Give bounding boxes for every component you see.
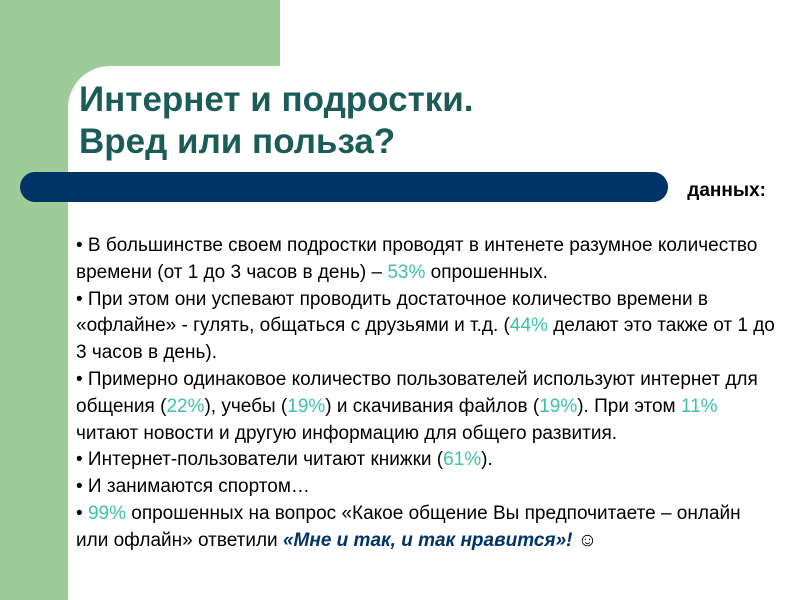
percentage-value: 61% <box>443 449 482 471</box>
title-line-1: Интернет и подростки. <box>79 80 474 119</box>
percentage-value: 44% <box>509 315 548 337</box>
percentage-value: 99% <box>87 502 126 524</box>
bullet-text: ). При этом <box>577 395 681 417</box>
bullet-text: опрошенных. <box>425 261 548 283</box>
title-line-2: Вред или польза? <box>79 122 396 161</box>
title-divider-bar <box>20 172 668 202</box>
bullet-list <box>76 233 776 555</box>
bullet-text: ), учебы ( <box>204 395 288 417</box>
slide-title <box>79 79 473 163</box>
bullet-item <box>76 474 776 501</box>
bullet-text: ) и скачивания файлов ( <box>325 395 540 417</box>
bullet-item <box>76 501 776 555</box>
bullet-text: опрошенных на вопрос «Какое общение Вы предпочитаете – онлайн или офлайн» ответили <box>76 502 741 551</box>
percentage-value: 19% <box>539 395 578 417</box>
bullet-item <box>76 367 776 447</box>
bullet-item <box>76 233 776 287</box>
bullet-item <box>76 447 776 474</box>
percentage-value: 11% <box>680 395 718 417</box>
bullet-text: делают это также от 1 до 3 часов в день). <box>76 315 775 364</box>
smiley-icon: ☺ <box>572 529 598 551</box>
bullet-text: читают новости и другую информацию для общего развития. <box>76 422 618 444</box>
bullet-text: • Интернет-пользователи читают книжки ( <box>76 449 444 471</box>
emphasized-quote: «Мне и так, и так нравится»! <box>282 529 573 551</box>
bullet-item <box>76 287 776 367</box>
percentage-value: 19% <box>287 395 326 417</box>
bullet-text: • При этом они успевают проводить достаточное количество времени в «офлайне» - гулять, общаться с друзьями и т.д. ( <box>76 288 708 337</box>
bullet-text: ). <box>481 449 493 471</box>
bullet-text: • <box>76 502 88 524</box>
subtitle-text: данных: <box>687 180 766 201</box>
percentage-value: 53% <box>387 261 426 283</box>
percentage-value: 22% <box>166 395 205 417</box>
bullet-text: • Примерно одинаковое количество пользователей используют интернет для общения ( <box>76 368 758 417</box>
bullet-text: • В большинстве своем подростки проводят в интенете разумное количество времени (от 1 до 3 часов в день) – <box>76 235 758 283</box>
bullet-text: • И занимаются спортом… <box>76 476 310 498</box>
